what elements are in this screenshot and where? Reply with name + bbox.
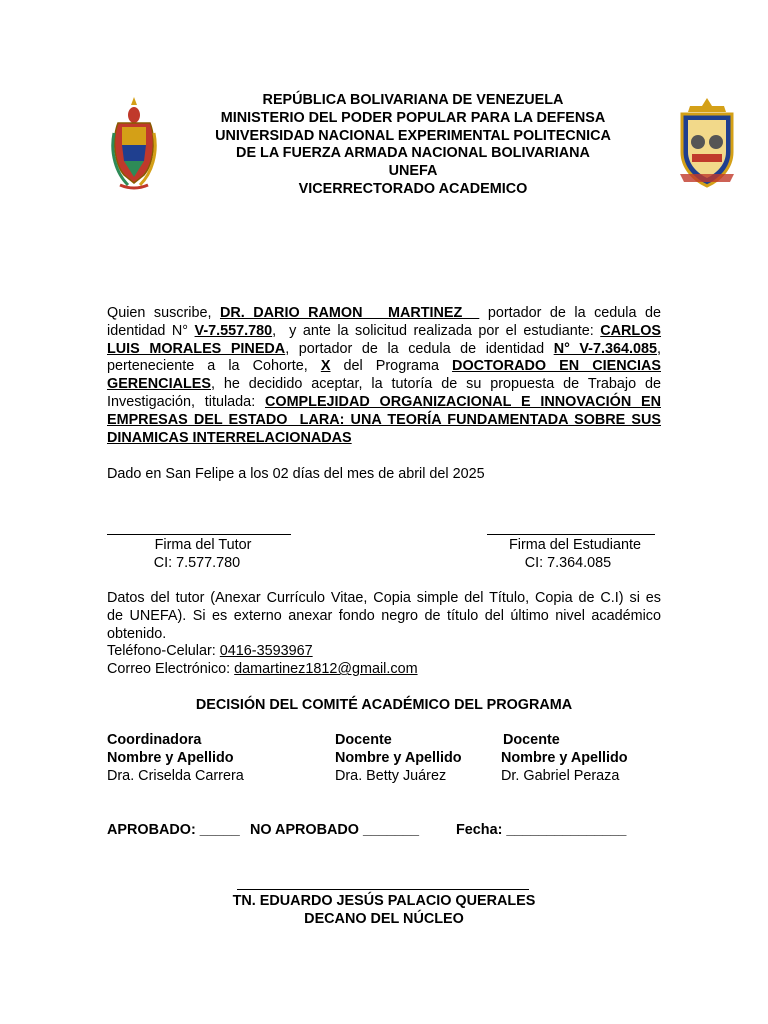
header-line-2: MINISTERIO DEL PODER POPULAR PARA LA DEFENSA	[220, 109, 606, 126]
thesis-title-2: EMPRESAS DEL ESTADO LARA: UNA TEORÍA FUNDAMENTADA SOBRE SUS	[107, 411, 661, 428]
dean-signature-line	[237, 889, 529, 890]
approved-field: APROBADO: _____	[107, 822, 240, 838]
student-ci: CI: 7.364.085	[524, 555, 612, 571]
para-line-1: Quien suscribe, DR. DARIO RAMON MARTINEZ portador de la cedula de	[107, 305, 662, 321]
tutor-signature-label: Firma del Tutor	[154, 537, 252, 553]
tutor-ci: CI: 7.577.780	[153, 555, 241, 571]
not-approved-field: NO APROBADO _______	[250, 822, 420, 838]
committee-field-label: Nombre y Apellido	[335, 749, 462, 766]
phone-number: 0416-3593967	[219, 643, 313, 660]
tutor-data-line-2: de UNEFA). Si es externo anexar fondo negro de título del último nivel académico	[107, 607, 661, 624]
committee-field-label: Nombre y Apellido	[107, 749, 234, 766]
committee-column-2	[335, 732, 462, 785]
thesis-title-1: COMPLEJIDAD ORGANIZACIONAL E INNOVACIÓN EN	[264, 393, 661, 410]
tutor-data-line-1: Datos del tutor (Anexar Currículo Vitae, Copia simple del Título, Copia de C.I) si es	[107, 590, 661, 606]
date-field: Fecha: _______________	[456, 822, 627, 838]
para-line-6: Investigación, titulada: COMPLEJIDAD ORGANIZACIONAL E INNOVACIÓN EN	[107, 393, 661, 410]
thesis-title-3: DINAMICAS INTERRELACIONADAS	[107, 429, 352, 446]
committee-role: Docente	[335, 732, 392, 748]
para-line-2: identidad N° V-7.557.780, y ante la solicitud realizada por el estudiante: CARLOS	[107, 322, 662, 339]
email-row	[107, 661, 661, 679]
para-line-4: perteneciente a la Cohorte, X del Programa DOCTORADO EN CIENCIAS	[107, 358, 661, 375]
tutor-name: DR. DARIO RAMON MARTINEZ	[219, 305, 480, 321]
committee-title: DECISIÓN DEL COMITÉ ACADÉMICO DEL PROGRAMA	[195, 697, 573, 713]
header-line-3: UNIVERSIDAD NACIONAL EXPERIMENTAL POLITECNICA	[215, 127, 611, 144]
phone-row	[107, 643, 661, 661]
unefa-shield-logo	[676, 96, 738, 188]
dean-title: DECANO DEL NÚCLEO	[304, 911, 464, 927]
student-signature-label: Firma del Estudiante	[509, 537, 641, 553]
committee-role: Coordinadora	[107, 732, 202, 748]
committee-column-3	[501, 732, 628, 785]
student-signature-line	[487, 534, 655, 535]
tutor-data-block	[107, 590, 661, 679]
acceptance-paragraph	[107, 305, 661, 447]
dean-name: TN. EDUARDO JESÚS PALACIO QUERALES	[232, 893, 536, 909]
para-line-3: LUIS MORALES PINEDA, portador de la cedula de identidad N° V-7.364.085,	[107, 340, 661, 357]
committee-member-name: Dra. Betty Juárez	[335, 767, 447, 784]
tutor-data-line-3: obtenido.	[107, 625, 167, 642]
header-line-1: REPÚBLICA BOLIVARIANA DE VENEZUELA	[262, 92, 564, 108]
committee-role: Docente	[503, 732, 560, 748]
phone-label: Teléfono-Celular:	[107, 643, 216, 660]
header-line-5: UNEFA	[388, 163, 438, 180]
committee-member-name: Dr. Gabriel Peraza	[501, 767, 620, 784]
header-line-4: DE LA FUERZA ARMADA NACIONAL BOLIVARIANA	[236, 145, 590, 162]
student-name-rest: LUIS MORALES PINEDA	[107, 340, 286, 357]
committee-member-name: Dra. Criselda Carrera	[107, 767, 244, 784]
student-id: N° V-7.364.085	[553, 340, 657, 357]
program-part-2: GERENCIALES	[107, 376, 211, 393]
student-name-first: CARLOS	[600, 322, 662, 339]
date-line: Dado en San Felipe a los 02 días del mes de abril del 2025	[107, 466, 485, 482]
tutor-signature-line	[107, 534, 291, 535]
header-line-6: VICERRECTORADO ACADEMICO	[298, 180, 528, 197]
letterhead	[150, 92, 676, 199]
para-line-5: GERENCIALES, he decidido aceptar, la tutoría de su propuesta de Trabajo de	[107, 376, 661, 393]
email-link[interactable]: damartinez1812@gmail.com	[234, 661, 418, 678]
tutor-id: V-7.557.780	[194, 322, 273, 339]
committee-column-1	[107, 732, 244, 785]
cohort: X	[320, 358, 331, 375]
program-part-1: DOCTORADO EN CIENCIAS	[452, 358, 661, 375]
committee-field-label: Nombre y Apellido	[501, 749, 628, 766]
email-label: Correo Electrónico:	[107, 661, 231, 678]
